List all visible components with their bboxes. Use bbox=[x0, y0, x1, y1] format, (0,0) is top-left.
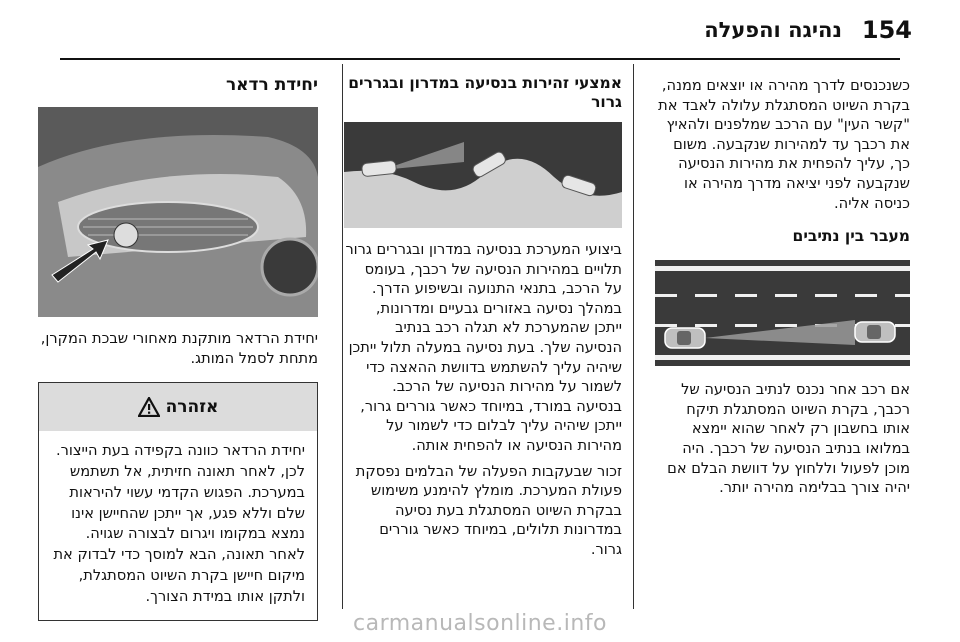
column-divider bbox=[633, 64, 634, 609]
page-number: 154 bbox=[861, 16, 912, 44]
caution-box bbox=[38, 382, 318, 620]
lane-change-illustration bbox=[655, 260, 910, 366]
intro-paragraph: כשנכנסים לדרך מהירה או יוצאים ממנה, בקרת השיוט המסתגלת עלולה לאבד את "קשר העין" עם הרכב שמלפנים ולהאיץ את רכבך עד למהירות שנקבעה. משום כך, עליך להפחית את מהירות הנסיעה שנקבעה לפני יציאה מדרך מהירה או כניסה אליה. bbox=[658, 77, 910, 212]
page-header bbox=[48, 10, 912, 54]
hills-note-paragraph: זכור שבעקבות הפעלה של הבלמים נפסקת פעולת המערכת. מומלץ להימנע משימוש בבקרת השיוט המסתגלת בעת נסיעה במדרונות תלולים, במיוחד כאשר גוררים גרור. bbox=[355, 462, 622, 558]
radar-unit-heading: יחידת רדאר bbox=[225, 75, 318, 95]
radar-unit-illustration bbox=[38, 107, 318, 317]
caution-text: יחידת הרדאר כוונה בקפידה בעת הייצור. לכן, לאחר תאונה חזיתית, אל תשתמש במערכת. הפגוש הקדמי עשוי להיראות שלם וללא פגע, אך ייתכן שהחיישן אינו נמצא במקומו ויגרום לבצורה שגויה. לאחר תאונה, הבא למוסך כדי לבדוק את מיקום חיישן בקרת השיוט המסתגלת, ולתקן אותו במידת הצורך. bbox=[53, 442, 305, 605]
lane-change-paragraph: אם רכב אחר נכנס לנתיב הנסיעה של רכבך, בקרת השיוט המסתגלת תיקח אותו בחשבון רק לאחר שהוא יימצא במלואו בנתיב הנסיעה של רכבך. היה מוכן לפעול וללחוץ על דוושת הבלם אם יהיה צורך בבלימה מהירה יותר. bbox=[667, 381, 910, 497]
hills-paragraph: ביצועי המערכת בנסיעה במדרון ובגררים גרור תלויים במהירות הנסיעה של רכבך, בעומס על הרכב, בתנאי התנועה ובשיפוע הדרך. במהלך נסיעה באזורים גבעיים ומדרונות, ייתכן שהמערכת לא תגלה רכב בנתיב הנסיעה שלך. בעת נסיעה במעלה תלול ייתכן שיהיה עליך להשתמש בדוושת ההאצה כדי לשמור על מהירות הנסיעה של הרכב. בנסיעה במורד, במיוחד כאשר גוררים גרור, ייתכן שיהיה עליך לבלום כדי לשמור על מהירות הנסיעה או להפחית אותה. bbox=[345, 241, 622, 454]
column-divider bbox=[342, 64, 343, 609]
radar-caption: יחידת הרדאר מותקנת מאחורי שבכת המקרן, מתחת לסמל המותג. bbox=[40, 330, 318, 367]
header-rule bbox=[60, 58, 900, 60]
hills-heading: אמצעי זהירות בנסיעה במדרון ובגררים גרור bbox=[348, 74, 622, 111]
caution-title: אזהרה bbox=[165, 397, 219, 418]
lane-change-heading: מעבר בין נתיבים bbox=[792, 227, 910, 246]
warning-triangle-icon bbox=[138, 397, 160, 417]
hill-driving-illustration bbox=[344, 122, 622, 228]
right-column bbox=[655, 64, 910, 498]
middle-column bbox=[344, 64, 622, 560]
left-column bbox=[38, 64, 318, 621]
watermark: carmanualsonline.info bbox=[353, 611, 607, 636]
section-title: נהיגה והפעלה bbox=[704, 18, 842, 42]
caution-header bbox=[39, 383, 317, 431]
caution-body bbox=[39, 431, 317, 619]
